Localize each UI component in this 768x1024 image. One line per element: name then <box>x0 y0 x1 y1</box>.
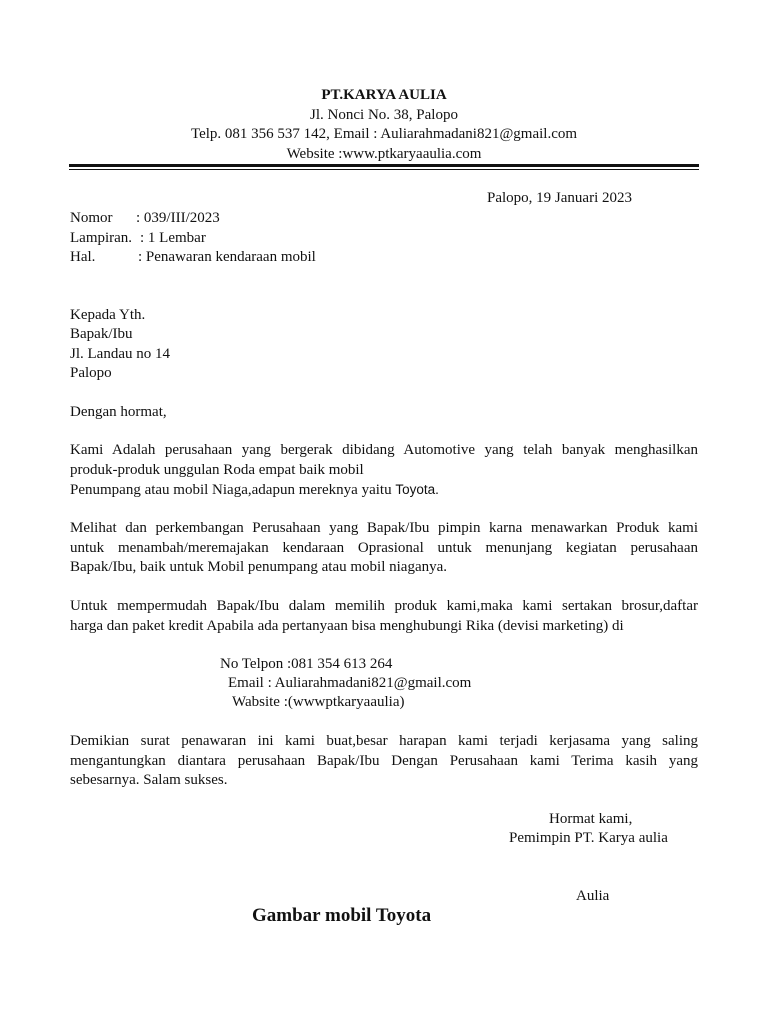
company-address: Jl. Nonci No. 38, Palopo <box>310 107 458 123</box>
meta-lampiran-value: : 1 Lembar <box>140 230 206 246</box>
meta-nomor-label: Nomor <box>70 210 113 226</box>
brand-name: Toyota. <box>395 482 439 497</box>
paragraph-line-text: Penumpang atau mobil Niaga,adapun mereknya yaitu <box>70 482 396 498</box>
paragraph-line: harga dan paket kredit Apabila ada pertanyaan bisa menghubungi Rika (devisi marketing) di <box>70 617 624 634</box>
paragraph-line: Kami Adalah perusahaan yang bergerak dibidang Automotive yang telah banyak menghasilkan <box>70 442 698 458</box>
meta-hal-label: Hal. <box>70 249 96 265</box>
paragraph-closing <box>70 732 698 791</box>
recipient-line: Jl. Landau no 14 <box>70 346 170 362</box>
meta-nomor-value: : 039/III/2023 <box>136 210 220 226</box>
paragraph-offer <box>70 519 698 578</box>
section-title: Gambar mobil Toyota <box>252 905 432 926</box>
paragraph-line: Bapak/Ibu, baik untuk Mobil penumpang atau mobil niaganya. <box>70 559 448 575</box>
company-contact: Telp. 081 356 537 142, Email : Auliarahmadani821@gmail.com <box>190 126 578 142</box>
paragraph-line <box>70 480 698 501</box>
letterhead-divider-thin <box>69 169 699 170</box>
letterhead-divider-thick <box>69 164 699 167</box>
greeting: Dengan hormat, <box>70 404 167 420</box>
meta-lampiran <box>70 229 206 249</box>
closing-salutation: Hormat kami, <box>549 811 633 827</box>
recipient-line: Kepada Yth. <box>70 307 146 323</box>
contact-website: Wabsite :(wwwptkaryaaulia) <box>232 694 405 710</box>
paragraph-line: produk-produk unggulan Roda empat baik mobil <box>70 461 364 478</box>
paragraph-line: mengantungkan diantara perusahaan Bapak/Ibu Dengan Perusahaan kami Terima kasih yang <box>70 752 698 769</box>
meta-hal <box>70 248 316 268</box>
signatory-name: Aulia <box>576 888 610 904</box>
recipient-line: Palopo <box>70 365 112 381</box>
contact-email: Email : Auliarahmadani821@gmail.com <box>228 675 472 691</box>
paragraph-line: Untuk mempermudah Bapak/Ibu dalam memilih produk kami,maka kami sertakan brosur,daftar <box>70 598 698 614</box>
paragraph-line: Demikian surat penawaran ini kami buat,besar harapan kami terjadi kerjasama yang saling <box>70 733 698 749</box>
contact-phone: No Telpon :081 354 613 264 <box>220 656 393 672</box>
paragraph-line: Melihat dan perkembangan Perusahaan yang Bapak/Ibu pimpin karna menawarkan Produk kami <box>70 520 698 536</box>
paragraph-contact-intro <box>70 597 698 636</box>
closing-position: Pemimpin PT. Karya aulia <box>509 830 668 846</box>
paragraph-intro <box>70 441 698 501</box>
company-website: Website :www.ptkaryaaulia.com <box>286 146 482 162</box>
company-name: PT.KARYA AULIA <box>321 87 447 103</box>
meta-nomor <box>70 209 220 229</box>
letter-date: Palopo, 19 Januari 2023 <box>487 190 632 206</box>
paragraph-line: untuk menambah/meremajakan kendaraan Oprasional untuk menunjang kegiatan perusahaan <box>70 539 698 556</box>
recipient-line: Bapak/Ibu <box>70 326 133 342</box>
paragraph-line: sebesarnya. Salam sukses. <box>70 772 228 788</box>
meta-lampiran-label: Lampiran. <box>70 230 133 246</box>
meta-hal-value: : Penawaran kendaraan mobil <box>138 249 316 265</box>
